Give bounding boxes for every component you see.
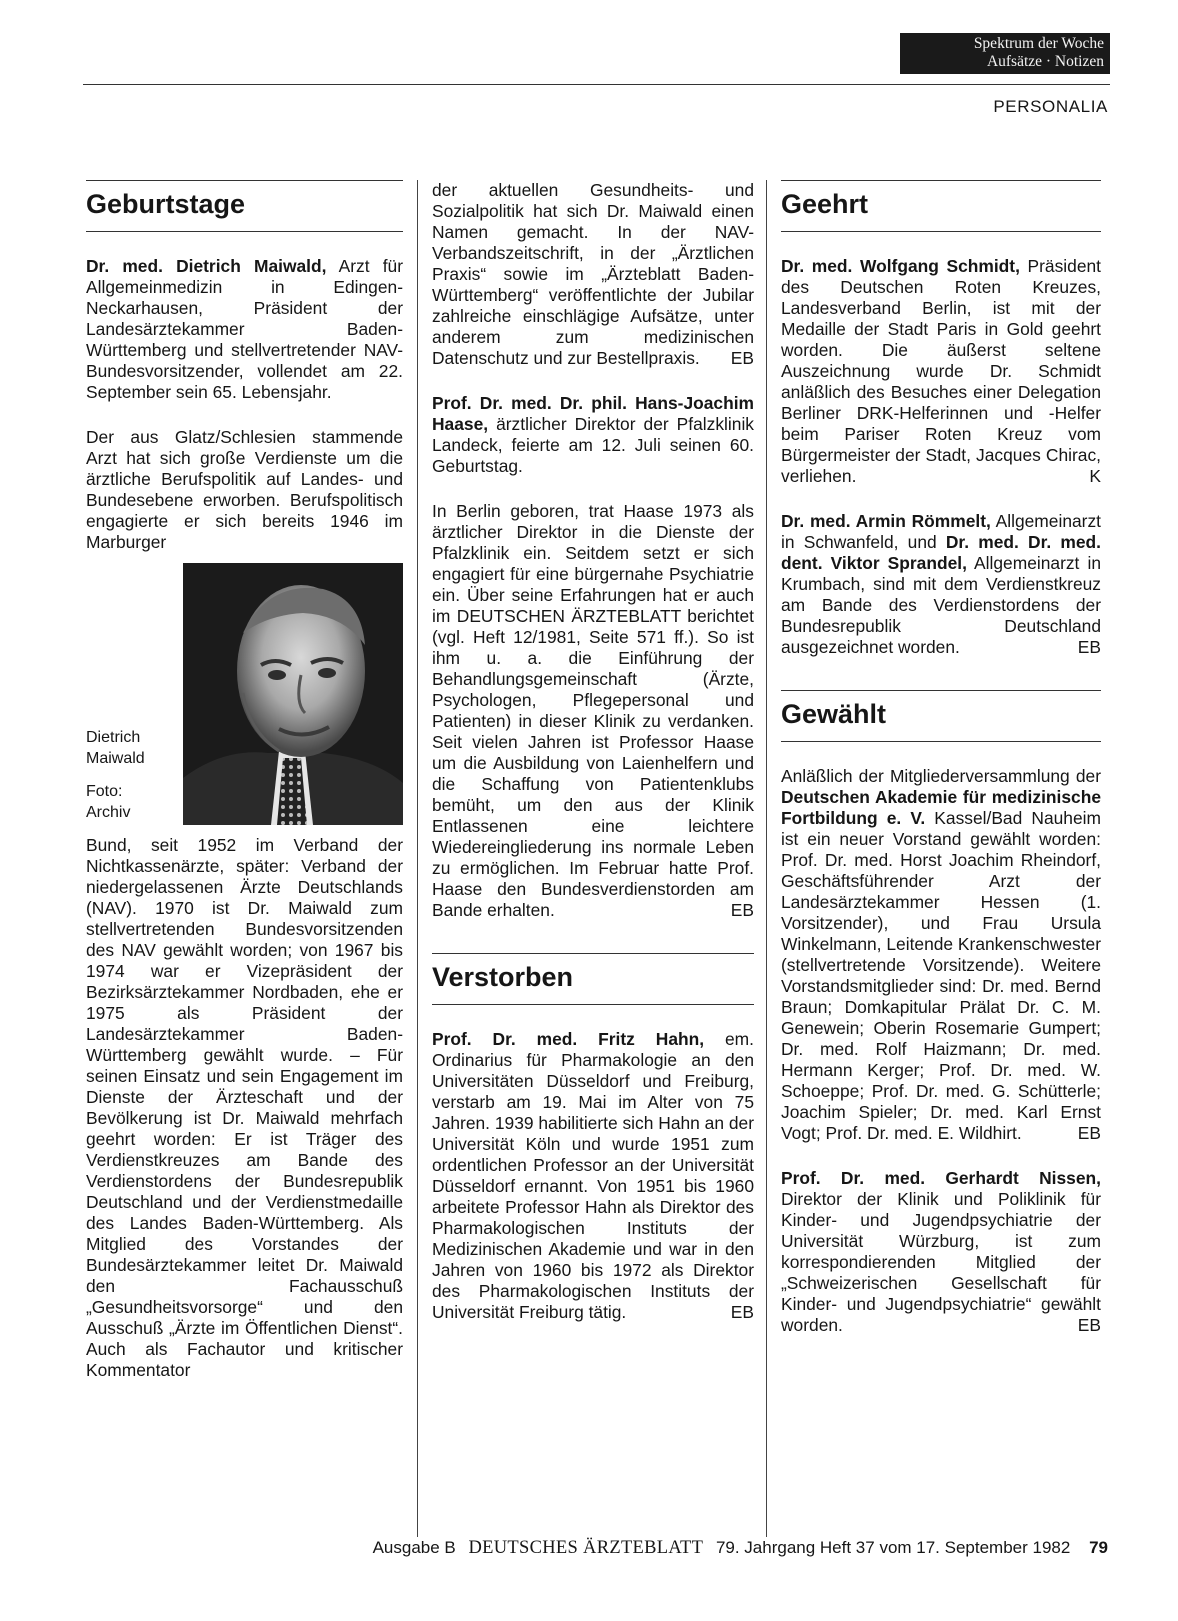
person-name: Prof. Dr. med. Fritz Hahn,	[432, 1029, 705, 1049]
column-2	[432, 180, 754, 1347]
paragraph-text: Allgemeinarzt in Schwanfeld, und	[781, 511, 1101, 552]
rubric-line-2: Aufsätze · Notizen	[986, 53, 1104, 70]
rubric-box	[900, 33, 1110, 74]
page-footer	[0, 1538, 1108, 1559]
paragraph-text: Arzt für Allgemeinmedizin in Edingen-Neckarhausen, Präsident der Landesärztekammer Baden-Württemberg und stellvertretender NAV-Bundesvorsitzender, vollendet am 22. September sein 65. Lebensjahr.	[86, 256, 403, 402]
section-label: PERSONALIA	[993, 97, 1108, 116]
portrait-image	[183, 563, 403, 825]
footer-magazine: DEUTSCHES ÄRZTEBLATT	[468, 1538, 704, 1558]
article-paragraph: Der aus Glatz/Schlesien stammende Arzt hat sich große Verdienste um die ärztliche Berufspolitik auf Landes- und Bundesebene erworben. Berufspolitisch engagierte er sich bereits 1946 im Marburger	[86, 427, 403, 552]
author-signature: EB	[730, 348, 754, 368]
article-paragraph	[781, 256, 1101, 487]
section-heading-geburtstage: Geburtstage	[86, 181, 403, 232]
author-signature: EB	[1077, 1315, 1101, 1335]
article-paragraph	[432, 393, 754, 477]
paragraph-text: Präsident des Deutschen Roten Kreuzes, Landesverband Berlin, ist mit der Medaille der Stadt Paris in Gold geehrt worden. Die äußerst seltene Auszeichnung wurde Dr. Schmidt anläßlich des Besuches einer Delegation Berliner DRK-Helferinnen und -Helfer beim Pariser Roten Kreuz vom Bürgermeister der Stadt, Jacques Chirac, verliehen.	[781, 256, 1101, 486]
caption-line: Dietrich	[86, 729, 141, 746]
column-divider	[766, 180, 767, 1537]
rubric-line-1: Spektrum der Woche	[973, 35, 1104, 52]
column-divider	[417, 180, 418, 1537]
author-signature: K	[1089, 466, 1101, 486]
person-name: Prof. Dr. med. Dr. phil. Hans-Joachim Haase,	[432, 393, 754, 434]
person-name: Dr. med. Dr. med. dent. Viktor Sprandel,	[781, 532, 1101, 573]
photo-block	[86, 563, 403, 825]
paragraph-text: ärztlicher Direktor der Pfalzklinik Landeck, feierte am 12. Juli seinen 60. Geburtstag.	[432, 414, 754, 476]
article-paragraph	[432, 180, 754, 369]
paragraph-text: Kassel/Bad Nauheim ist ein neuer Vorstand gewählt worden: Prof. Dr. med. Horst Joachim Rheindorf, Geschäftsführender Arzt der Landesärztekammer Hessen (1. Vorsitzender), und Frau Ursula Winkelmann, Leitende Krankenschwester (stellvertretende Vorsitzende). Weitere Vorstandsmitglieder sind: Dr. med. Bernd Braun; Domkapitular Prälat Dr. C. M. Genewein; Oberin Rosemarie Gumpert; Dr. med. Rolf Haizmann; Dr. med. Hermann Kerger; Prof. Dr. med. W. Schoeppe; Prof. Dr. med. G. Schütterle; Joachim Spieler; Dr. med. Karl Ernst Vogt; Prof. Dr. med. E. Wildhirt.	[781, 808, 1101, 1143]
author-signature: EB	[1077, 1123, 1101, 1143]
article-paragraph: Bund, seit 1952 im Verband der Nichtkassenärzte, später: Verband der niedergelassenen Ärzte Deutschlands (NAV). 1970 ist Dr. Maiwald zum stellvertretenden Bundesvorsitzenden des NAV gewählt worden; von 1967 bis 1974 war er Vizepräsident der Bezirksärztekammer Nordbaden, ehe er 1975 als Präsident der Landesärztekammer Baden-Württemberg gewählt wurde. – Für seinen Einsatz und sein Engagement im Dienste der Ärzteschaft und der Bevölkerung ist Dr. Maiwald mehrfach geehrt worden: Er ist Träger des Verdienstkreuzes am Bande des Verdienstordens der Bundesrepublik Deutschland und der Verdienstmedaille des Landes Baden-Württemberg. Als Mitglied des Vorstandes der Bundesärztekammer leitet Dr. Maiwald den Fachausschuß „Gesundheitsvorsorge“ und den Ausschuß „Ärzte im Öffentlichen Dienst“. Auch als Fachautor und kritischer Kommentator	[86, 835, 403, 1380]
column-3	[781, 180, 1101, 1360]
person-name: Prof. Dr. med. Gerhardt Nissen,	[781, 1168, 1101, 1188]
paragraph-text: Anläßlich der Mitgliederversammlung der	[781, 766, 1101, 786]
article-paragraph	[432, 501, 754, 921]
paragraph-text: Direktor der Klinik und Poliklinik für Kinder- und Jugendpsychiatrie der Universität Würzburg, ist zum korrespondierenden Mitglied der „Schweizerischen Gesellschaft für Kinder- und Jugendpsychiatrie“ gewählt worden.	[781, 1189, 1101, 1335]
person-name: Dr. med. Dietrich Maiwald,	[86, 256, 327, 276]
footer-issue: 79. Jahrgang Heft 37 vom 17. September 1982	[715, 1538, 1071, 1557]
section-heading-gewaehlt: Gewählt	[781, 691, 1101, 742]
page-number: 79	[1089, 1538, 1108, 1557]
author-signature: EB	[730, 1302, 754, 1322]
paragraph-text: In Berlin geboren, trat Haase 1973 als ärztlicher Direktor in die Dienste der Pfalzklinik ein. Seitdem setzt er sich engagiert für eine bürgernahe Psychiatrie ein. Über seine Erfahrungen hat er auch im DEUTSCHEN ÄRZTEBLATT berichtet (vgl. Heft 12/1981, Seite 571 ff.). So ist ihm u. a. die Einführung der Behandlungsgemeinschaft (Ärzte, Psychologen, Pflegepersonal und Patienten) in dieser Klinik zu verdanken. Seit vielen Jahren ist Professor Haase um die Ausbildung von Laienhelfern und die Schaffung von Patientenklubs bemüht, um den aus der Klinik Entlassenen eine leichtere Wiedereingliederung ins normale Leben zu ermöglichen. Im Februar hatte Prof. Haase den Bundesverdienstorden am Bande erhalten.	[432, 501, 754, 920]
article-paragraph	[86, 256, 403, 403]
paragraph-text: em. Ordinarius für Pharmakologie an den Universitäten Düsseldorf und Freiburg, verstarb am 19. Mai im Alter von 75 Jahren. 1939 habilitierte sich Hahn an der Universität Köln und wurde 1951 zum ordentlichen Professor an der Universität Düsseldorf ernannt. Von 1951 bis 1960 arbeitete Professor Hahn als Direktor des Pharmakologischen Instituts der Medizinischen Akademie und war in den Jahren von 1960 bis 1972 als Direktor des Pharmakologischen Instituts der Universität Freiburg tätig.	[432, 1029, 754, 1322]
person-name: Dr. med. Wolfgang Schmidt,	[781, 256, 1020, 276]
column-1	[86, 180, 403, 1405]
organization-name: Deutschen Akademie für medizinische Fortbildung e. V.	[781, 787, 1101, 828]
article-paragraph	[781, 766, 1101, 1144]
author-signature: EB	[1077, 637, 1101, 657]
paragraph-text: der aktuellen Gesundheits- und Sozialpolitik hat sich Dr. Maiwald einen Namen gemacht. In der NAV-Verbandszeitschrift, in der „Ärztlichen Praxis“ sowie im „Ärzteblatt Baden-Württemberg“ veröffentlichte der Jubilar zahlreiche einschlägige Aufsätze, unter anderem zum medizinischen Datenschutz und zur Bestellpraxis.	[432, 180, 754, 368]
portrait-photo	[183, 563, 403, 825]
caption-line: Maiwald	[86, 750, 145, 767]
footer-edition: Ausgabe B	[372, 1538, 456, 1557]
author-signature: EB	[730, 900, 754, 920]
article-paragraph	[781, 1168, 1101, 1336]
section-heading-verstorben: Verstorben	[432, 954, 754, 1005]
photo-caption	[86, 563, 171, 825]
caption-line: Foto:	[86, 783, 123, 800]
caption-line: Archiv	[86, 804, 131, 821]
section-heading-geehrt: Geehrt	[781, 181, 1101, 232]
article-paragraph	[432, 1029, 754, 1323]
paragraph-text: Allgemeinarzt in Krumbach, sind mit dem Verdienstkreuz am Bande des Verdienstordens der Bundesrepublik Deutschland ausgezeichnet worden.	[781, 553, 1102, 657]
person-name: Dr. med. Armin Römmelt,	[781, 511, 991, 531]
article-paragraph	[781, 511, 1101, 658]
top-rule	[83, 84, 1110, 85]
